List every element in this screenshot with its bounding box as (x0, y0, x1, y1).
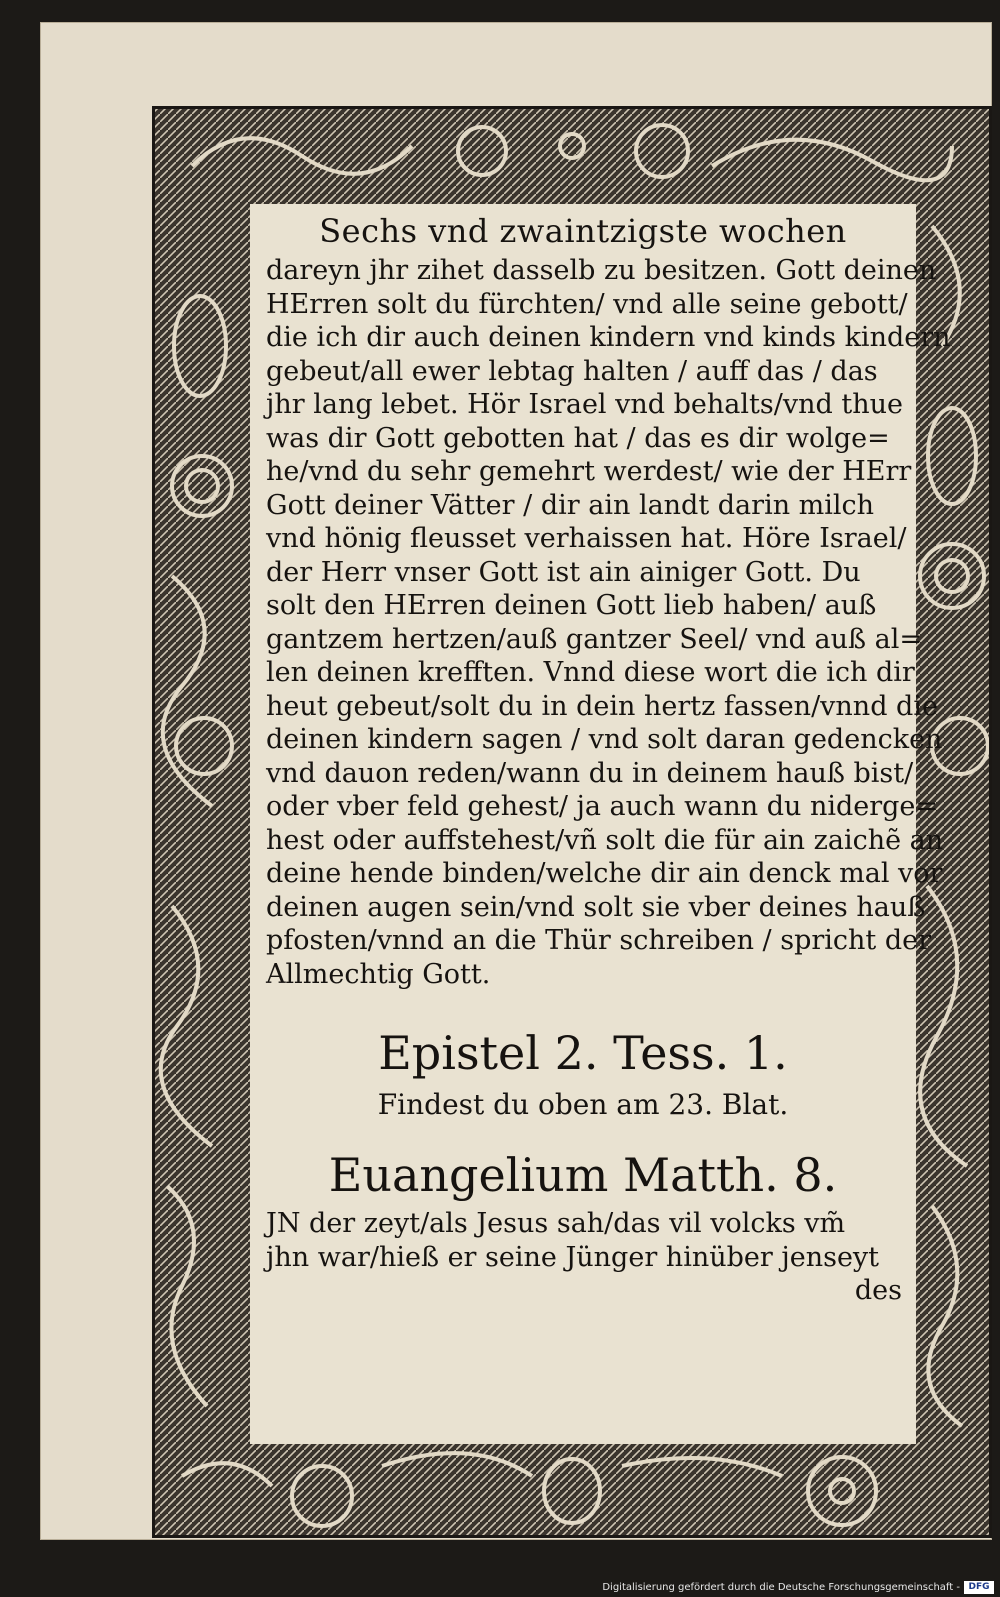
body-line: heut gebeut/solt du in dein hertz fassen/vnnd die (266, 690, 938, 722)
body-line: HErren solt du fürchten/ vnd alle seine gebott/ (266, 288, 908, 320)
body-line: Gott deiner Vätter / dir ain landt darin milch (266, 489, 875, 521)
body-line: deinen kindern sagen / vnd solt daran gedencken (266, 724, 943, 755)
dfg-logo-icon: DFG (964, 1581, 994, 1594)
body-line: die ich dir auch deinen kindern vnd kinds kindern (266, 322, 951, 353)
digitization-footer (0, 1578, 1000, 1597)
body-line: was dir Gott gebotten hat / das es dir wolge= (266, 422, 890, 454)
gospel-title: Euangelium Matth. 8. (328, 1148, 838, 1202)
body-line: deinen augen sein/vnd solt sie vber deines hauß (266, 891, 926, 923)
body-line: deine hende binden/welche dir ain denck mal vor (266, 858, 943, 889)
body-line: gebeut/all ewer lebtag halten / auff das / das (266, 355, 878, 387)
running-heading: Sechs vnd zwaintzigste wochen (319, 212, 847, 250)
body-line: gantzem hertzen/auß gantzer Seel/ vnd auß al= (266, 623, 922, 655)
footer-credit: Digitalisierung gefördert durch die Deutsche Forschungsgemeinschaft - (602, 1582, 960, 1593)
body-line: vnd hönig fleusset verhaissen hat. Höre Israel/ (266, 523, 907, 554)
epistel-note: Findest du oben am 23. Blat. (377, 1088, 789, 1121)
body-line: Allmechtig Gott. (266, 958, 491, 990)
body-line: solt den HErren deinen Gott lieb haben/ auß (266, 590, 877, 621)
body-line: jhr lang lebet. Hör Israel vnd behalts/vnd thue (266, 389, 903, 420)
body-line: vnd dauon reden/wann du in deinem hauß bist/ (266, 757, 914, 789)
body-line: oder vber feld gehest/ ja auch wann du niderge= (266, 791, 939, 822)
body-text (250, 254, 951, 991)
gospel-line: JN der zeyt/als Jesus sah/das vil volcks vm̃ (266, 1208, 846, 1239)
catchword: des (854, 1275, 902, 1306)
gospel-line: jhn war/hieß er seine Jünger hinüber jenseyt (266, 1241, 880, 1273)
body-line: dareyn jhr zihet dasselb zu besitzen. Gott deinen (266, 255, 937, 286)
body-line: der Herr vnser Gott ist ain ainiger Gott. Du (266, 556, 861, 588)
scanned-page (40, 22, 992, 1540)
body-line: he/vnd du sehr gemehrt werdest/ wie der HErr (266, 456, 912, 487)
woodcut-border-frame (152, 106, 992, 1538)
text-panel (250, 204, 951, 1444)
epistel-title: Epistel 2. Tess. 1. (378, 1026, 788, 1080)
body-line: hest oder auffstehest/vñ solt die für ain zaichẽ an (266, 824, 944, 856)
body-line: pfosten/vnnd an die Thür schreiben / spricht der (266, 925, 932, 956)
body-line: len deinen krefften. Vnnd diese wort die ich dir (266, 657, 915, 688)
